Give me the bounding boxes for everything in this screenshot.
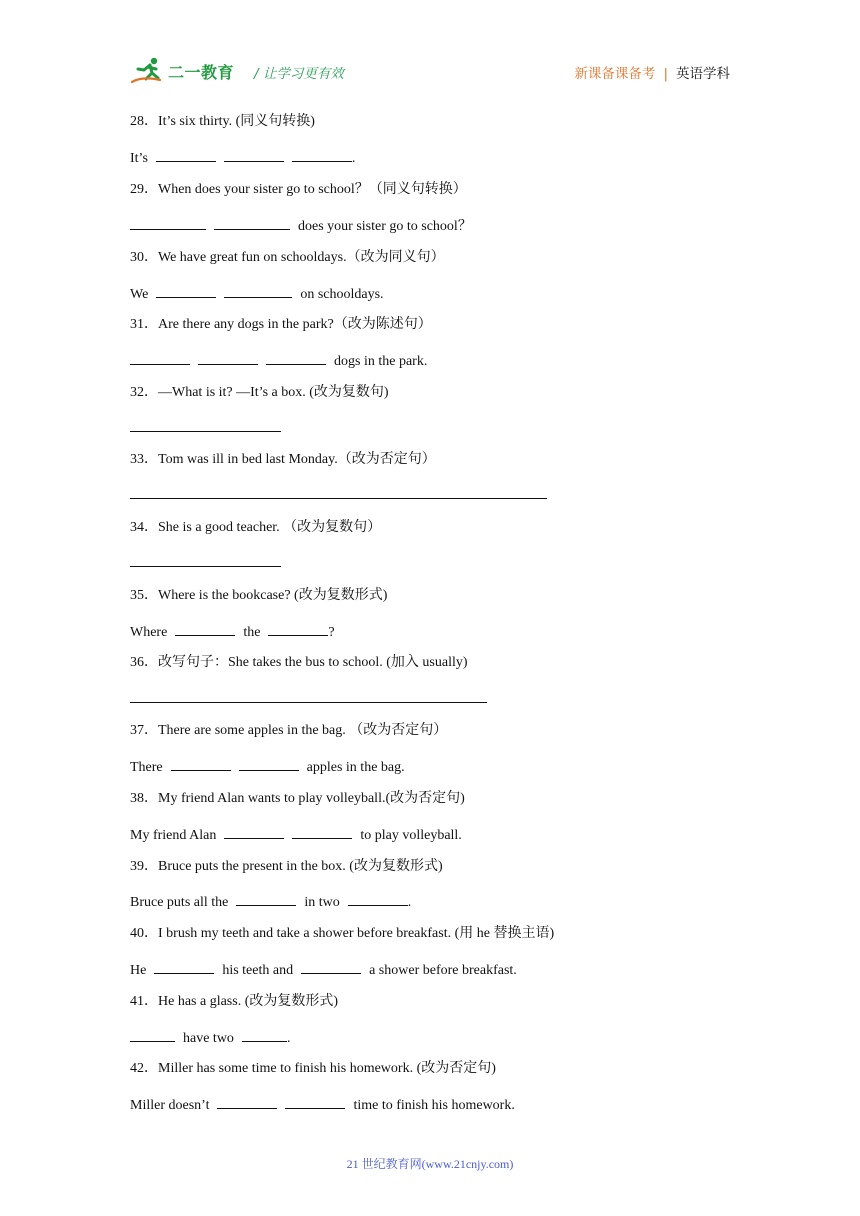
answer-blank[interactable] (266, 350, 326, 365)
header-right (574, 62, 730, 82)
answer-blank[interactable] (130, 1027, 175, 1042)
answer-30 (130, 283, 384, 304)
answer-blank[interactable] (348, 891, 408, 906)
answer-text: have two (183, 1031, 234, 1046)
question-32: 32．—What is it? —It’s a box. (改为复数句) (130, 385, 389, 400)
question-28: 28．It’s six thirty. (同义句转换) (130, 114, 315, 129)
answer-text: It’s (130, 151, 148, 166)
answer-blank[interactable] (130, 215, 206, 230)
answer-blank[interactable] (224, 147, 284, 162)
answer-40 (130, 959, 517, 980)
question-41: 41．He has a glass. (改为复数形式) (130, 994, 339, 1009)
answer-text: in two (304, 895, 340, 910)
question-40: 40．I brush my teeth and take a shower before breakfast. (用 he 替换主语) (130, 926, 555, 941)
answer-text: a shower before breakfast. (369, 963, 517, 978)
header-prep-text: 新课备课备考 (574, 66, 656, 82)
answer-blank[interactable] (224, 283, 292, 298)
answer-line[interactable] (130, 702, 487, 703)
answer-blank[interactable] (301, 959, 361, 974)
question-29: 29．When does your sister go to school？（同义句转换） (130, 182, 467, 197)
answer-text: the (243, 625, 261, 640)
logo-text: 二一教育 (168, 62, 235, 82)
answer-text: . (351, 151, 356, 166)
question-37: 37．There are some apples in the bag. （改为否定句） (130, 723, 448, 738)
answer-text: Miller doesn’t (130, 1098, 210, 1113)
answer-37 (130, 756, 405, 777)
question-35: 35．Where is the bookcase? (改为复数形式) (130, 588, 388, 603)
answer-blank[interactable] (130, 350, 190, 365)
header-subject: 英语学科 (676, 66, 730, 82)
answer-blank[interactable] (217, 1094, 277, 1109)
answer-text: My friend Alan (130, 828, 217, 843)
question-36: 36．改写句子：She takes the bus to school. (加入 usually) (130, 655, 468, 670)
answer-text: on schooldays. (300, 287, 384, 302)
answer-blank[interactable] (292, 147, 352, 162)
answer-text: . (286, 1031, 291, 1046)
answer-text: . (407, 895, 412, 910)
answer-29 (130, 215, 472, 236)
answer-text: Where (130, 625, 168, 640)
page-header (130, 54, 730, 90)
answer-text: apples in the bag. (306, 760, 405, 775)
answer-blank[interactable] (198, 350, 258, 365)
question-31: 31．Are there any dogs in the park?（改为陈述句） (130, 317, 432, 332)
answer-text: to play volleyball. (360, 828, 462, 843)
answer-28 (130, 147, 355, 168)
page-footer: 21 世纪教育网(www.21cnjy.com) (346, 1157, 514, 1171)
answer-blank[interactable] (239, 756, 299, 771)
logo (130, 56, 234, 86)
answer-line[interactable] (130, 431, 281, 432)
answer-39 (130, 891, 411, 912)
answer-blank[interactable] (156, 147, 216, 162)
answer-blank[interactable] (292, 824, 352, 839)
answer-blank[interactable] (224, 824, 284, 839)
question-34: 34．She is a good teacher. （改为复数句） (130, 520, 382, 535)
question-33: 33．Tom was ill in bed last Monday.（改为否定句） (130, 452, 436, 467)
slogan: / 让学习更有效 (254, 66, 344, 82)
answer-line[interactable] (130, 566, 281, 567)
answer-text: There (130, 760, 163, 775)
answer-blank[interactable] (154, 959, 214, 974)
answer-38 (130, 824, 462, 845)
answer-blank[interactable] (175, 621, 235, 636)
answer-text: Bruce puts all the (130, 895, 229, 910)
answer-text: dogs in the park. (334, 354, 428, 369)
runner-logo-icon (130, 56, 164, 86)
question-42: 42．Miller has some time to finish his homework. (改为否定句) (130, 1061, 496, 1076)
answer-blank[interactable] (156, 283, 216, 298)
question-30: 30．We have great fun on schooldays.（改为同义句） (130, 250, 445, 265)
answer-blank[interactable] (242, 1027, 287, 1042)
answer-41 (130, 1027, 290, 1048)
answer-31 (130, 350, 427, 371)
question-39: 39．Bruce puts the present in the box. (改为复数形式) (130, 859, 443, 874)
answer-text: ? (328, 625, 335, 640)
answer-text: his teeth and (222, 963, 294, 978)
question-38: 38．My friend Alan wants to play volleyball.(改为否定句) (130, 791, 465, 806)
header-separator: | (663, 66, 668, 82)
answer-42 (130, 1094, 515, 1115)
answer-line[interactable] (130, 498, 547, 499)
answer-text: time to finish his homework. (353, 1098, 515, 1113)
answer-blank[interactable] (236, 891, 296, 906)
answer-blank[interactable] (171, 756, 231, 771)
answer-blank[interactable] (268, 621, 328, 636)
answer-text: He (130, 963, 147, 978)
answer-text: does your sister go to school？ (298, 219, 472, 234)
answer-35 (130, 621, 335, 642)
answer-text: We (130, 287, 149, 302)
answer-blank[interactable] (285, 1094, 345, 1109)
answer-blank[interactable] (214, 215, 290, 230)
